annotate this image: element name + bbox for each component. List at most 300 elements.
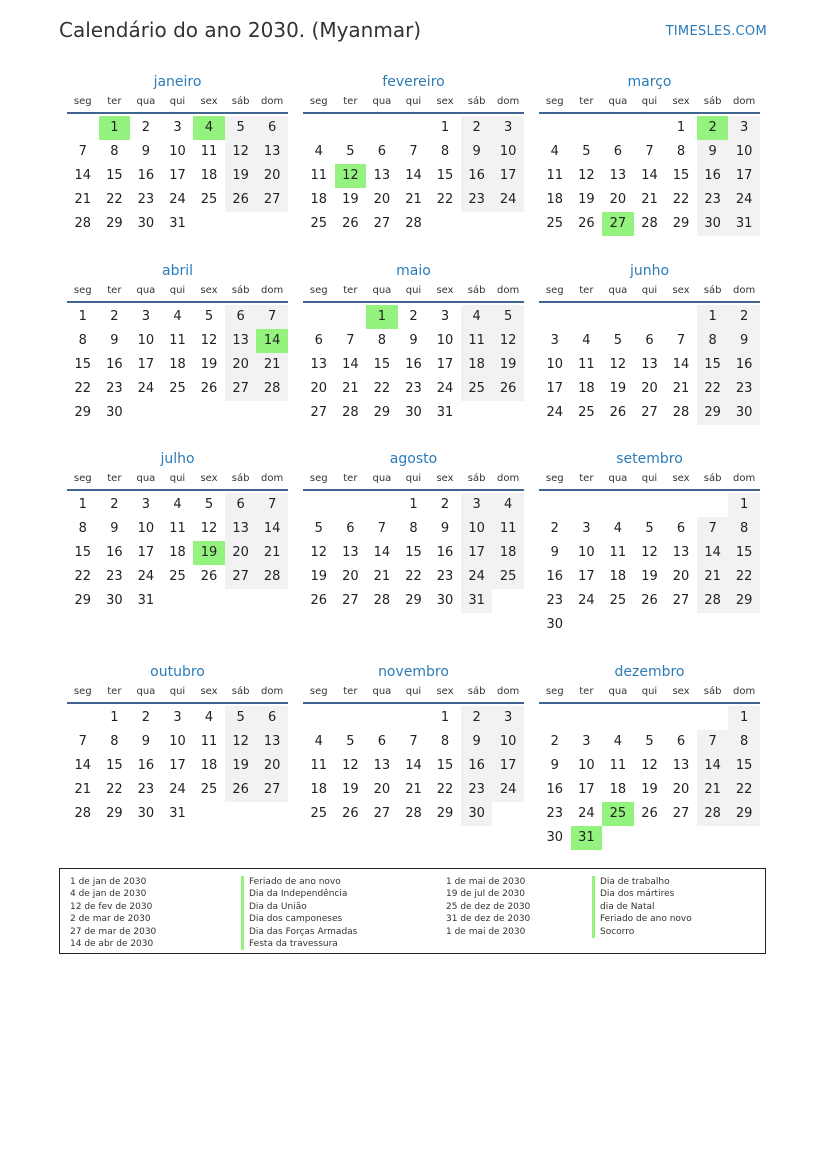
day-cell[interactable]: 12 (310, 545, 328, 560)
day-cell[interactable]: 5 (314, 521, 323, 536)
day-cell[interactable]: 23 (728, 377, 760, 401)
day-cell[interactable]: 24 (169, 192, 186, 207)
day-cell[interactable]: 30 (106, 593, 123, 608)
day-cell[interactable]: 31 (169, 806, 186, 821)
day-cell[interactable]: 23 (461, 778, 493, 802)
day-cell[interactable]: 11 (200, 144, 218, 159)
day-cell[interactable]: 2 (110, 309, 119, 324)
day-cell[interactable]: 6 (676, 521, 686, 536)
day-cell[interactable]: 12 (200, 521, 218, 536)
day-cell[interactable]: 11 (310, 168, 328, 183)
day-cell[interactable]: 2 (110, 497, 119, 512)
day-cell[interactable]: 5 (225, 116, 257, 140)
day-cell[interactable]: 12 (641, 545, 658, 560)
day-cell[interactable]: 17 (492, 164, 524, 188)
day-cell[interactable]: 1 (676, 120, 686, 135)
day-cell[interactable]: 22 (405, 569, 422, 584)
day-cell[interactable]: 25 (461, 377, 493, 401)
day-cell[interactable]: 27 (225, 377, 257, 401)
day-cell[interactable]: 11 (169, 521, 186, 536)
day-cell[interactable]: 31 (461, 589, 493, 613)
day-cell[interactable]: 1 (409, 497, 418, 512)
day-cell[interactable]: 20 (672, 569, 690, 584)
day-cell[interactable]: 27 (310, 405, 328, 420)
day-cell[interactable]: 15 (436, 168, 454, 183)
day-cell[interactable]: 26 (225, 188, 257, 212)
day-cell[interactable]: 23 (436, 569, 454, 584)
day-cell[interactable]: 19 (342, 782, 359, 797)
day-cell[interactable]: 18 (609, 782, 627, 797)
day-cell[interactable]: 7 (78, 144, 87, 159)
day-cell[interactable]: 6 (314, 333, 323, 348)
day-cell[interactable]: 17 (461, 541, 493, 565)
day-cell[interactable]: 8 (110, 144, 119, 159)
day-cell[interactable]: 23 (697, 188, 729, 212)
day-cell[interactable]: 4 (173, 497, 182, 512)
day-cell[interactable]: 12 (225, 140, 257, 164)
day-cell[interactable]: 26 (342, 806, 359, 821)
day-cell[interactable]: 10 (728, 140, 760, 164)
day-cell[interactable]: 2 (141, 710, 151, 725)
day-cell[interactable]: 9 (141, 734, 151, 749)
day-cell[interactable]: 22 (74, 381, 92, 396)
day-cell[interactable]: 28 (342, 405, 359, 420)
day-cell[interactable]: 12 (578, 168, 595, 183)
day-cell[interactable]: 11 (200, 734, 218, 749)
day-cell[interactable]: 2 (550, 521, 559, 536)
day-cell[interactable]: 13 (373, 168, 391, 183)
day-cell[interactable]: 16 (106, 545, 123, 560)
day-cell[interactable]: 11 (310, 758, 328, 773)
day-cell[interactable]: 27 (342, 593, 359, 608)
day-cell[interactable]: 12 (200, 333, 218, 348)
day-cell[interactable]: 2 (409, 309, 418, 324)
day-cell[interactable]: 6 (645, 333, 654, 348)
day-cell[interactable]: 16 (546, 782, 564, 797)
day-cell[interactable]: 26 (200, 569, 218, 584)
day-cell[interactable]: 10 (137, 521, 155, 536)
day-cell[interactable]: 11 (578, 357, 595, 372)
day-cell[interactable]: 3 (582, 521, 591, 536)
day-cell[interactable]: 28 (373, 593, 391, 608)
day-cell[interactable]: 22 (728, 565, 760, 589)
day-cell[interactable]: 8 (440, 144, 450, 159)
day-cell[interactable]: 16 (137, 168, 155, 183)
day-cell[interactable]: 8 (110, 734, 119, 749)
day-cell[interactable]: 10 (137, 333, 155, 348)
day-cell[interactable]: 21 (74, 782, 92, 797)
day-cell[interactable]: 6 (225, 493, 257, 517)
day-cell[interactable]: 16 (436, 545, 454, 560)
day-cell[interactable]: 17 (578, 569, 595, 584)
day-cell[interactable]: 19 (225, 164, 257, 188)
day-cell[interactable]: 23 (461, 188, 493, 212)
day-cell[interactable]: 30 (405, 405, 422, 420)
day-cell[interactable]: 11 (546, 168, 564, 183)
day-cell[interactable]: 29 (106, 216, 123, 231)
day-cell[interactable]: 18 (310, 192, 328, 207)
day-cell[interactable]: 19 (578, 192, 595, 207)
day-cell[interactable]: 15 (373, 357, 391, 372)
day-cell[interactable]: 24 (137, 381, 155, 396)
day-cell[interactable]: 30 (137, 216, 155, 231)
day-cell[interactable]: 19 (310, 569, 328, 584)
day-cell[interactable]: 1 (78, 309, 87, 324)
day-cell[interactable]: 8 (409, 521, 418, 536)
day-cell[interactable]: 17 (728, 164, 760, 188)
day-cell[interactable]: 10 (492, 730, 524, 754)
day-cell[interactable]: 5 (492, 305, 524, 329)
day-cell[interactable]: 3 (492, 116, 524, 140)
day-cell[interactable]: 5 (204, 497, 214, 512)
day-cell[interactable]: 15 (728, 541, 760, 565)
day-cell[interactable]: 17 (578, 782, 595, 797)
day-cell[interactable]: 9 (440, 521, 450, 536)
day-cell[interactable]: 10 (436, 333, 454, 348)
day-cell[interactable]: 9 (110, 333, 119, 348)
day-cell[interactable]: 16 (461, 754, 493, 778)
day-cell[interactable]: 2 (440, 497, 450, 512)
day-cell[interactable]: 14 (373, 545, 391, 560)
day-cell[interactable]: 22 (436, 192, 454, 207)
day-cell[interactable]: 5 (645, 521, 654, 536)
day-cell[interactable]: 28 (256, 377, 288, 401)
day-cell[interactable]: 20 (373, 782, 391, 797)
day-cell[interactable]: 22 (436, 782, 454, 797)
holiday-day[interactable]: 12 (335, 164, 367, 188)
day-cell[interactable]: 22 (697, 377, 729, 401)
day-cell[interactable]: 18 (169, 357, 186, 372)
day-cell[interactable]: 16 (405, 357, 422, 372)
day-cell[interactable]: 25 (310, 806, 328, 821)
day-cell[interactable]: 6 (377, 734, 387, 749)
day-cell[interactable]: 7 (346, 333, 355, 348)
day-cell[interactable]: 25 (310, 216, 328, 231)
day-cell[interactable]: 15 (106, 758, 123, 773)
day-cell[interactable]: 4 (173, 309, 182, 324)
day-cell[interactable]: 3 (728, 116, 760, 140)
day-cell[interactable]: 26 (200, 381, 218, 396)
day-cell[interactable]: 22 (106, 782, 123, 797)
day-cell[interactable]: 28 (74, 216, 92, 231)
day-cell[interactable]: 16 (546, 569, 564, 584)
brand-logo[interactable]: TIMESLES.COM (665, 24, 767, 39)
day-cell[interactable]: 31 (436, 405, 454, 420)
day-cell[interactable]: 26 (225, 778, 257, 802)
day-cell[interactable]: 15 (672, 168, 690, 183)
day-cell[interactable]: 21 (641, 192, 658, 207)
holiday-day[interactable]: 27 (602, 212, 634, 236)
day-cell[interactable]: 5 (204, 309, 214, 324)
day-cell[interactable]: 5 (613, 333, 623, 348)
day-cell[interactable]: 4 (582, 333, 591, 348)
day-cell[interactable]: 18 (578, 381, 595, 396)
day-cell[interactable]: 29 (74, 405, 92, 420)
day-cell[interactable]: 6 (676, 734, 686, 749)
day-cell[interactable]: 26 (310, 593, 328, 608)
day-cell[interactable]: 14 (697, 541, 729, 565)
day-cell[interactable]: 3 (173, 120, 182, 135)
day-cell[interactable]: 24 (492, 778, 524, 802)
day-cell[interactable]: 5 (225, 706, 257, 730)
day-cell[interactable]: 8 (377, 333, 387, 348)
day-cell[interactable]: 30 (697, 212, 729, 236)
day-cell[interactable]: 20 (310, 381, 328, 396)
day-cell[interactable]: 29 (373, 405, 391, 420)
day-cell[interactable]: 18 (310, 782, 328, 797)
day-cell[interactable]: 17 (137, 545, 155, 560)
day-cell[interactable]: 5 (346, 734, 355, 749)
day-cell[interactable]: 30 (728, 401, 760, 425)
day-cell[interactable]: 20 (609, 192, 627, 207)
day-cell[interactable]: 2 (141, 120, 151, 135)
day-cell[interactable]: 13 (641, 357, 658, 372)
day-cell[interactable]: 22 (373, 381, 391, 396)
day-cell[interactable]: 1 (728, 706, 760, 730)
day-cell[interactable]: 3 (461, 493, 493, 517)
day-cell[interactable]: 19 (641, 569, 658, 584)
day-cell[interactable]: 10 (461, 517, 493, 541)
day-cell[interactable]: 21 (697, 565, 729, 589)
day-cell[interactable]: 13 (672, 758, 690, 773)
day-cell[interactable]: 16 (137, 758, 155, 773)
day-cell[interactable]: 24 (546, 405, 564, 420)
day-cell[interactable]: 9 (110, 521, 119, 536)
day-cell[interactable]: 15 (697, 353, 729, 377)
day-cell[interactable]: 21 (672, 381, 690, 396)
day-cell[interactable]: 26 (342, 216, 359, 231)
day-cell[interactable]: 30 (546, 830, 564, 845)
day-cell[interactable]: 28 (697, 589, 729, 613)
day-cell[interactable]: 7 (377, 521, 387, 536)
holiday-day[interactable]: 31 (571, 826, 603, 850)
day-cell[interactable]: 23 (106, 569, 123, 584)
holiday-day[interactable]: 2 (697, 116, 729, 140)
day-cell[interactable]: 13 (256, 140, 288, 164)
day-cell[interactable]: 18 (609, 569, 627, 584)
day-cell[interactable]: 21 (74, 192, 92, 207)
day-cell[interactable]: 9 (141, 144, 151, 159)
day-cell[interactable]: 9 (461, 730, 493, 754)
day-cell[interactable]: 24 (137, 569, 155, 584)
day-cell[interactable]: 26 (609, 405, 627, 420)
day-cell[interactable]: 29 (697, 401, 729, 425)
day-cell[interactable]: 10 (546, 357, 564, 372)
day-cell[interactable]: 23 (106, 381, 123, 396)
day-cell[interactable]: 2 (550, 734, 559, 749)
day-cell[interactable]: 25 (578, 405, 595, 420)
day-cell[interactable]: 4 (461, 305, 493, 329)
day-cell[interactable]: 14 (405, 168, 422, 183)
day-cell[interactable]: 18 (200, 758, 218, 773)
day-cell[interactable]: 27 (256, 778, 288, 802)
day-cell[interactable]: 25 (546, 216, 564, 231)
day-cell[interactable]: 22 (106, 192, 123, 207)
day-cell[interactable]: 28 (405, 216, 422, 231)
day-cell[interactable]: 3 (492, 706, 524, 730)
day-cell[interactable]: 27 (225, 565, 257, 589)
day-cell[interactable]: 4 (314, 734, 323, 749)
day-cell[interactable]: 27 (641, 405, 658, 420)
day-cell[interactable]: 14 (697, 754, 729, 778)
day-cell[interactable]: 26 (641, 593, 658, 608)
day-cell[interactable]: 20 (225, 541, 257, 565)
day-cell[interactable]: 4 (492, 493, 524, 517)
holiday-day[interactable]: 1 (99, 116, 131, 140)
day-cell[interactable]: 3 (582, 734, 591, 749)
day-cell[interactable]: 11 (609, 758, 627, 773)
day-cell[interactable]: 17 (492, 754, 524, 778)
day-cell[interactable]: 13 (225, 329, 257, 353)
day-cell[interactable]: 13 (310, 357, 328, 372)
day-cell[interactable]: 17 (169, 758, 186, 773)
day-cell[interactable]: 13 (672, 545, 690, 560)
day-cell[interactable]: 3 (141, 309, 151, 324)
day-cell[interactable]: 6 (346, 521, 355, 536)
day-cell[interactable]: 19 (342, 192, 359, 207)
day-cell[interactable]: 9 (697, 140, 729, 164)
day-cell[interactable]: 24 (461, 565, 493, 589)
day-cell[interactable]: 9 (409, 333, 418, 348)
day-cell[interactable]: 25 (169, 381, 186, 396)
day-cell[interactable]: 6 (225, 305, 257, 329)
day-cell[interactable]: 1 (440, 120, 450, 135)
day-cell[interactable]: 10 (169, 734, 186, 749)
day-cell[interactable]: 27 (672, 806, 690, 821)
day-cell[interactable]: 10 (169, 144, 186, 159)
day-cell[interactable]: 5 (346, 144, 355, 159)
day-cell[interactable]: 24 (578, 806, 595, 821)
day-cell[interactable]: 8 (697, 329, 729, 353)
day-cell[interactable]: 9 (550, 758, 559, 773)
holiday-day[interactable]: 4 (193, 116, 225, 140)
day-cell[interactable]: 6 (377, 144, 387, 159)
day-cell[interactable]: 28 (256, 565, 288, 589)
day-cell[interactable]: 15 (74, 545, 92, 560)
day-cell[interactable]: 22 (74, 569, 92, 584)
day-cell[interactable]: 7 (409, 734, 418, 749)
day-cell[interactable]: 16 (728, 353, 760, 377)
day-cell[interactable]: 25 (200, 782, 218, 797)
day-cell[interactable]: 17 (436, 357, 454, 372)
day-cell[interactable]: 13 (256, 730, 288, 754)
day-cell[interactable]: 16 (697, 164, 729, 188)
day-cell[interactable]: 15 (728, 754, 760, 778)
day-cell[interactable]: 20 (672, 782, 690, 797)
day-cell[interactable]: 14 (256, 517, 288, 541)
day-cell[interactable]: 23 (546, 593, 564, 608)
day-cell[interactable]: 30 (461, 802, 493, 826)
day-cell[interactable]: 30 (546, 617, 564, 632)
day-cell[interactable]: 19 (492, 353, 524, 377)
day-cell[interactable]: 6 (256, 706, 288, 730)
day-cell[interactable]: 25 (609, 593, 627, 608)
day-cell[interactable]: 8 (676, 144, 686, 159)
day-cell[interactable]: 12 (342, 758, 359, 773)
day-cell[interactable]: 28 (697, 802, 729, 826)
day-cell[interactable]: 8 (78, 333, 87, 348)
day-cell[interactable]: 30 (436, 593, 454, 608)
day-cell[interactable]: 9 (550, 545, 559, 560)
day-cell[interactable]: 7 (256, 305, 288, 329)
day-cell[interactable]: 10 (578, 545, 595, 560)
day-cell[interactable]: 11 (461, 329, 493, 353)
day-cell[interactable]: 1 (440, 710, 450, 725)
day-cell[interactable]: 18 (546, 192, 564, 207)
day-cell[interactable]: 7 (409, 144, 418, 159)
day-cell[interactable]: 18 (461, 353, 493, 377)
day-cell[interactable]: 14 (342, 357, 359, 372)
day-cell[interactable]: 23 (137, 192, 155, 207)
day-cell[interactable]: 22 (728, 778, 760, 802)
day-cell[interactable]: 29 (728, 802, 760, 826)
day-cell[interactable]: 21 (405, 192, 422, 207)
day-cell[interactable]: 13 (373, 758, 391, 773)
day-cell[interactable]: 31 (728, 212, 760, 236)
day-cell[interactable]: 3 (550, 333, 559, 348)
day-cell[interactable]: 8 (728, 730, 760, 754)
day-cell[interactable]: 31 (169, 216, 186, 231)
day-cell[interactable]: 30 (106, 405, 123, 420)
day-cell[interactable]: 5 (645, 734, 654, 749)
day-cell[interactable]: 29 (74, 593, 92, 608)
day-cell[interactable]: 1 (697, 305, 729, 329)
day-cell[interactable]: 14 (74, 758, 92, 773)
day-cell[interactable]: 16 (461, 164, 493, 188)
day-cell[interactable]: 18 (169, 545, 186, 560)
holiday-day[interactable]: 14 (256, 329, 288, 353)
day-cell[interactable]: 11 (609, 545, 627, 560)
day-cell[interactable]: 25 (492, 565, 524, 589)
day-cell[interactable]: 18 (200, 168, 218, 183)
day-cell[interactable]: 20 (342, 569, 359, 584)
day-cell[interactable]: 2 (461, 706, 493, 730)
day-cell[interactable]: 15 (74, 357, 92, 372)
day-cell[interactable]: 24 (169, 782, 186, 797)
day-cell[interactable]: 29 (672, 216, 690, 231)
day-cell[interactable]: 7 (697, 517, 729, 541)
day-cell[interactable]: 2 (728, 305, 760, 329)
day-cell[interactable]: 24 (492, 188, 524, 212)
day-cell[interactable]: 18 (492, 541, 524, 565)
day-cell[interactable]: 5 (582, 144, 591, 159)
day-cell[interactable]: 19 (225, 754, 257, 778)
day-cell[interactable]: 17 (546, 381, 564, 396)
day-cell[interactable]: 9 (728, 329, 760, 353)
day-cell[interactable]: 21 (256, 541, 288, 565)
day-cell[interactable]: 22 (672, 192, 690, 207)
day-cell[interactable]: 29 (436, 806, 454, 821)
day-cell[interactable]: 17 (169, 168, 186, 183)
day-cell[interactable]: 4 (613, 734, 623, 749)
day-cell[interactable]: 4 (613, 521, 623, 536)
day-cell[interactable]: 21 (373, 569, 391, 584)
day-cell[interactable]: 4 (550, 144, 559, 159)
day-cell[interactable]: 24 (578, 593, 595, 608)
day-cell[interactable]: 24 (728, 188, 760, 212)
day-cell[interactable]: 25 (169, 569, 186, 584)
day-cell[interactable]: 1 (110, 710, 119, 725)
day-cell[interactable]: 3 (141, 497, 151, 512)
day-cell[interactable]: 23 (546, 806, 564, 821)
day-cell[interactable]: 20 (256, 754, 288, 778)
day-cell[interactable]: 26 (578, 216, 595, 231)
day-cell[interactable]: 27 (373, 806, 391, 821)
day-cell[interactable]: 25 (200, 192, 218, 207)
day-cell[interactable]: 3 (173, 710, 182, 725)
holiday-day[interactable]: 25 (602, 802, 634, 826)
day-cell[interactable]: 24 (436, 381, 454, 396)
